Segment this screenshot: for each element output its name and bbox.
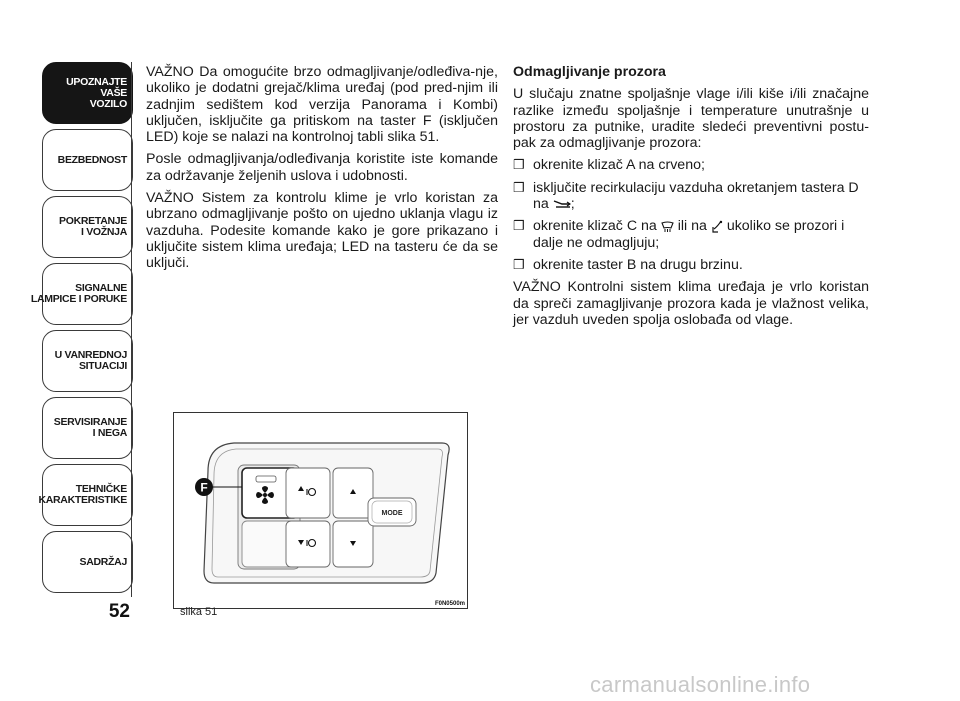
paragraph-important-climate: VAŽNO Sistem za kontrolu klime je vrlo koristan za ubrzano odmagljivanje pošto on ujedno uklanja vlagu iz vazduha. Podesite komande kako je gore prikazano i uključite sistem klima uređaja; LED na tasteru će da se uključi. [146, 190, 498, 272]
figure-caption: slika 51 [180, 606, 218, 618]
list-item: ❒ okrenite taster B na drugu brzinu. [513, 256, 743, 273]
tab-u-vanrednoj-situaciji[interactable]: U VANREDNOJ SITUACIJI [42, 330, 133, 392]
checkbox-bullet-icon: ❒ [513, 157, 525, 173]
sidebar-divider [131, 62, 132, 597]
checkbox-bullet-icon: ❒ [513, 218, 525, 234]
figure-code: F0N0500m [434, 601, 465, 607]
right-text-column [513, 64, 869, 334]
feet-defrost-icon [711, 220, 723, 233]
checkbox-bullet-icon: ❒ [513, 179, 525, 195]
seat-heater-up-button[interactable] [286, 468, 330, 518]
list-item: ❒ okrenite klizač C na ili na ukoliko se prozori i dalje ne odmagljuju; [513, 218, 845, 251]
checkbox-bullet-icon: ❒ [513, 256, 525, 272]
tab-upoznajte-vase-vozilo[interactable]: UPOZNAJTE VAŠE VOZILO [42, 62, 133, 124]
tab-tehnicke-karakteristike[interactable]: TEHNIČKE KARAKTERISTIKE [42, 464, 133, 526]
paragraph-important-closing: VAŽNO Kontrolni sistem klima uređaja je vrlo koristan da spreči zamagljivanje prozora kada je vlažnost velika, jer vazduh uveden spolja oslobađa od vlage. [513, 279, 869, 328]
paragraph-important-heater: VAŽNO Da omogućite brzo odmagljivanje/odleđiva-nje, ukoliko je dodatni grejač/klima uređaj (pod pred-njim ili zadnjim sedištem kod verzija Panorama i Kombi) uključen, isključite ga pritiskom na taster F (isključen LED) koje se nalazi na kontrolnoj tabli slika 51. [146, 64, 498, 146]
tab-signalne-lampice[interactable]: SIGNALNE LAMPICE I PORUKE [42, 263, 133, 325]
page-number: 52 [108, 601, 130, 622]
paragraph-intro: U slučaju znatne spoljašnje vlage i/ili kiše i/ili značajne razlike između spoljašnje i temperature unutrašnje u prostoru za putnike, uradite sledeći preventivni postu-pak za odmagljivanje prozora: [513, 86, 869, 152]
mode-button[interactable] [368, 498, 416, 526]
seat-heater-down-button[interactable] [286, 521, 330, 567]
figure-control-panel [173, 412, 468, 609]
section-heading: Odmagljivanje prozora [513, 64, 666, 80]
tab-bezbednost[interactable]: BEZBEDNOST [42, 129, 133, 191]
windshield-defrost-icon [661, 221, 674, 233]
watermark: carmanualsonline.info [590, 672, 811, 697]
left-text-column [146, 64, 498, 278]
callout-f-badge [195, 478, 213, 496]
tab-sadrzaj[interactable]: SADRŽAJ [42, 531, 133, 593]
fresh-air-icon [553, 199, 571, 209]
tab-servisiranje-i-nega[interactable]: SERVISIRANJE I NEGA [42, 397, 133, 459]
paragraph-after-defog: Posle odmagljivanja/odleđivanja koristite iste komande za održavanje željenih uslova i udobnosti. [146, 151, 498, 184]
list-item: ❒ okrenite klizač A na crveno; [513, 157, 705, 174]
list-item: ❒ isključite recirkulaciju vazduha okretanjem tastera D na ; [513, 179, 859, 213]
tab-pokretanje-i-voznja[interactable]: POKRETANJE I VOŽNJA [42, 196, 133, 258]
control-panel-drawing [174, 413, 469, 610]
mode-label: MODE [381, 510, 403, 517]
callout-f-label: F [200, 480, 208, 495]
